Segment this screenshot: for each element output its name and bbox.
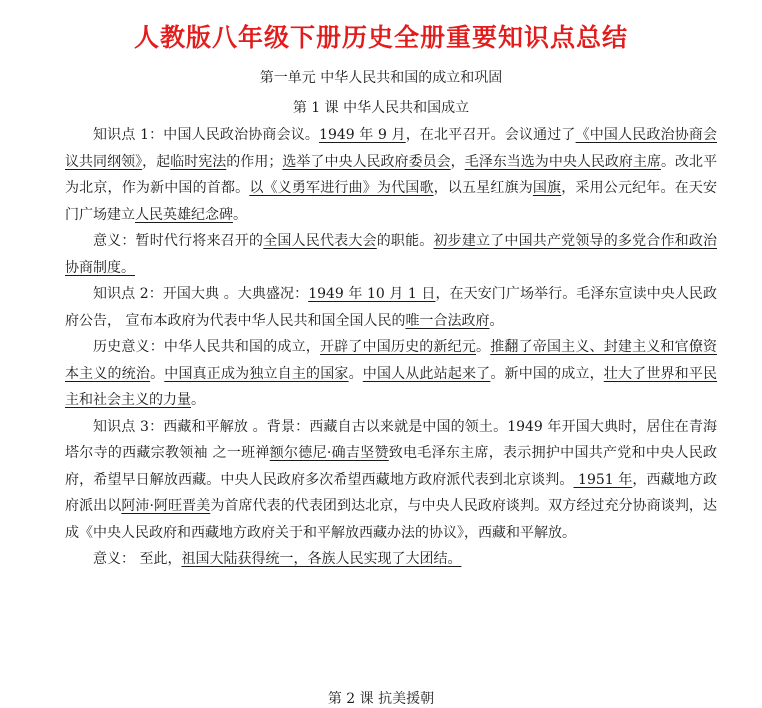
text-segment: ，在天安门广场举行。毛泽东宣读中央人民政府公告， 宣布本政府为代表中华人民共和国全国人民的	[65, 286, 718, 329]
text-segment: ，采用公元纪年。在天安门广场建立	[65, 180, 718, 223]
text-segment: 历史意义：中华人民共和国的成立，	[93, 339, 320, 355]
text-segment: 。	[489, 312, 504, 329]
underlined-term: 国旗	[532, 180, 562, 196]
text-segment: ，以五星红旗为	[433, 180, 533, 196]
text-segment: 知识点 1：中国人民政治协商会议。	[93, 127, 320, 143]
text-segment: ，西藏地方政府派出以	[65, 471, 718, 514]
significance-3	[65, 546, 717, 573]
underlined-term: 以《义勇军进行曲》为代国歌	[249, 180, 434, 196]
underlined-term: 临时宪法	[170, 153, 227, 170]
knowledge-point-2	[65, 281, 717, 334]
underlined-term: 中国真正成为独立自主的国家	[164, 365, 349, 382]
document-title: 人教版八年级下册历史全册重要知识点总结	[133, 23, 628, 52]
text-segment: ，起	[142, 153, 171, 170]
underlined-term: 初步建立了中国共产党领导的多党合作和政治协商制度。	[65, 233, 718, 276]
underlined-term: 中国人从此站起来了	[362, 365, 491, 382]
underlined-term: 祖国大陆获得统一，各族人民实现了大团结。	[181, 551, 462, 567]
knowledge-point-1	[65, 122, 717, 228]
underlined-term: 1949 年 9 月	[319, 127, 406, 143]
text-segment: 知识点 2：开国大典 。大典盛况：	[93, 286, 309, 302]
underlined-term: 全国人民代表大会	[263, 233, 377, 249]
text-segment: 知识点 3：西藏和平解放 。背景：西藏自古以来就是中国的领土。1949 年开国大典时，居住在青海塔尔寺的西藏宗教领袖 之一班禅	[65, 418, 717, 461]
text-segment: 。	[476, 339, 491, 355]
text-segment: ，在北平召开。会议通过了	[405, 127, 576, 143]
text-segment: 的职能。	[376, 233, 434, 249]
underlined-term: 唯一合法政府	[405, 312, 490, 329]
underlined-term: 1949 年 10 月 1 日	[308, 286, 436, 302]
underlined-term: 开辟了中国历史的新纪元	[319, 339, 477, 355]
underlined-term: 《中国人民政治协商会议共同纲领》	[65, 127, 718, 170]
text-segment: ，	[450, 153, 465, 170]
underlined-term: 额尔德尼·确吉坚赞	[269, 445, 389, 461]
lesson-heading: 第 1 课 中华人民共和国成立	[292, 100, 470, 116]
text-segment: 。	[348, 365, 363, 382]
text-segment: 。新中国的成立，	[490, 365, 604, 382]
underlined-term: 推翻了帝国主义、封建主义和官僚资本主义的统治	[65, 339, 718, 382]
document-body	[65, 122, 717, 573]
underlined-term: 1951 年	[573, 471, 633, 488]
text-segment: 意义： 至此，	[93, 551, 182, 567]
knowledge-point-3	[65, 414, 717, 547]
text-segment: 为首席代表的代表团到达北京，与中央人民政府谈判。双方经过充分协商谈判，达成《中央人民政府和西藏地方政府关于和平解放西藏办法的协议》，西藏和平解放。	[65, 498, 718, 541]
text-segment: 的作用；	[226, 153, 283, 170]
significance-1	[65, 228, 717, 281]
underlined-term: 毛泽东当选为中央人民政府主席	[464, 153, 661, 170]
text-segment: 。改北平为北京，作为新中国的首都。	[65, 153, 718, 196]
text-segment: 。	[191, 392, 205, 408]
next-lesson-heading: 第 2 课 抗美援朝	[327, 691, 435, 707]
text-segment: 。	[150, 365, 165, 382]
underlined-term: 选举了中央人民政府委员会	[282, 153, 451, 170]
text-segment: 意义：暂时代行将来召开的	[93, 233, 264, 249]
text-segment: 。	[233, 206, 247, 223]
underlined-term: 人民英雄纪念碑	[135, 206, 233, 223]
text-segment: 致电毛泽东主席，表示拥护中国共产党和中央人民政府，希望早日解放西藏。中央人民政府多次希望西藏地方政府派代表到北京谈判。	[65, 445, 718, 488]
underlined-term: 壮大了世界和平民主和社会主义的力量	[65, 365, 718, 408]
unit-heading: 第一单元 中华人民共和国的成立和巩固	[259, 70, 503, 86]
historical-significance	[65, 334, 717, 414]
underlined-term: 阿沛·阿旺晋美	[121, 498, 211, 514]
